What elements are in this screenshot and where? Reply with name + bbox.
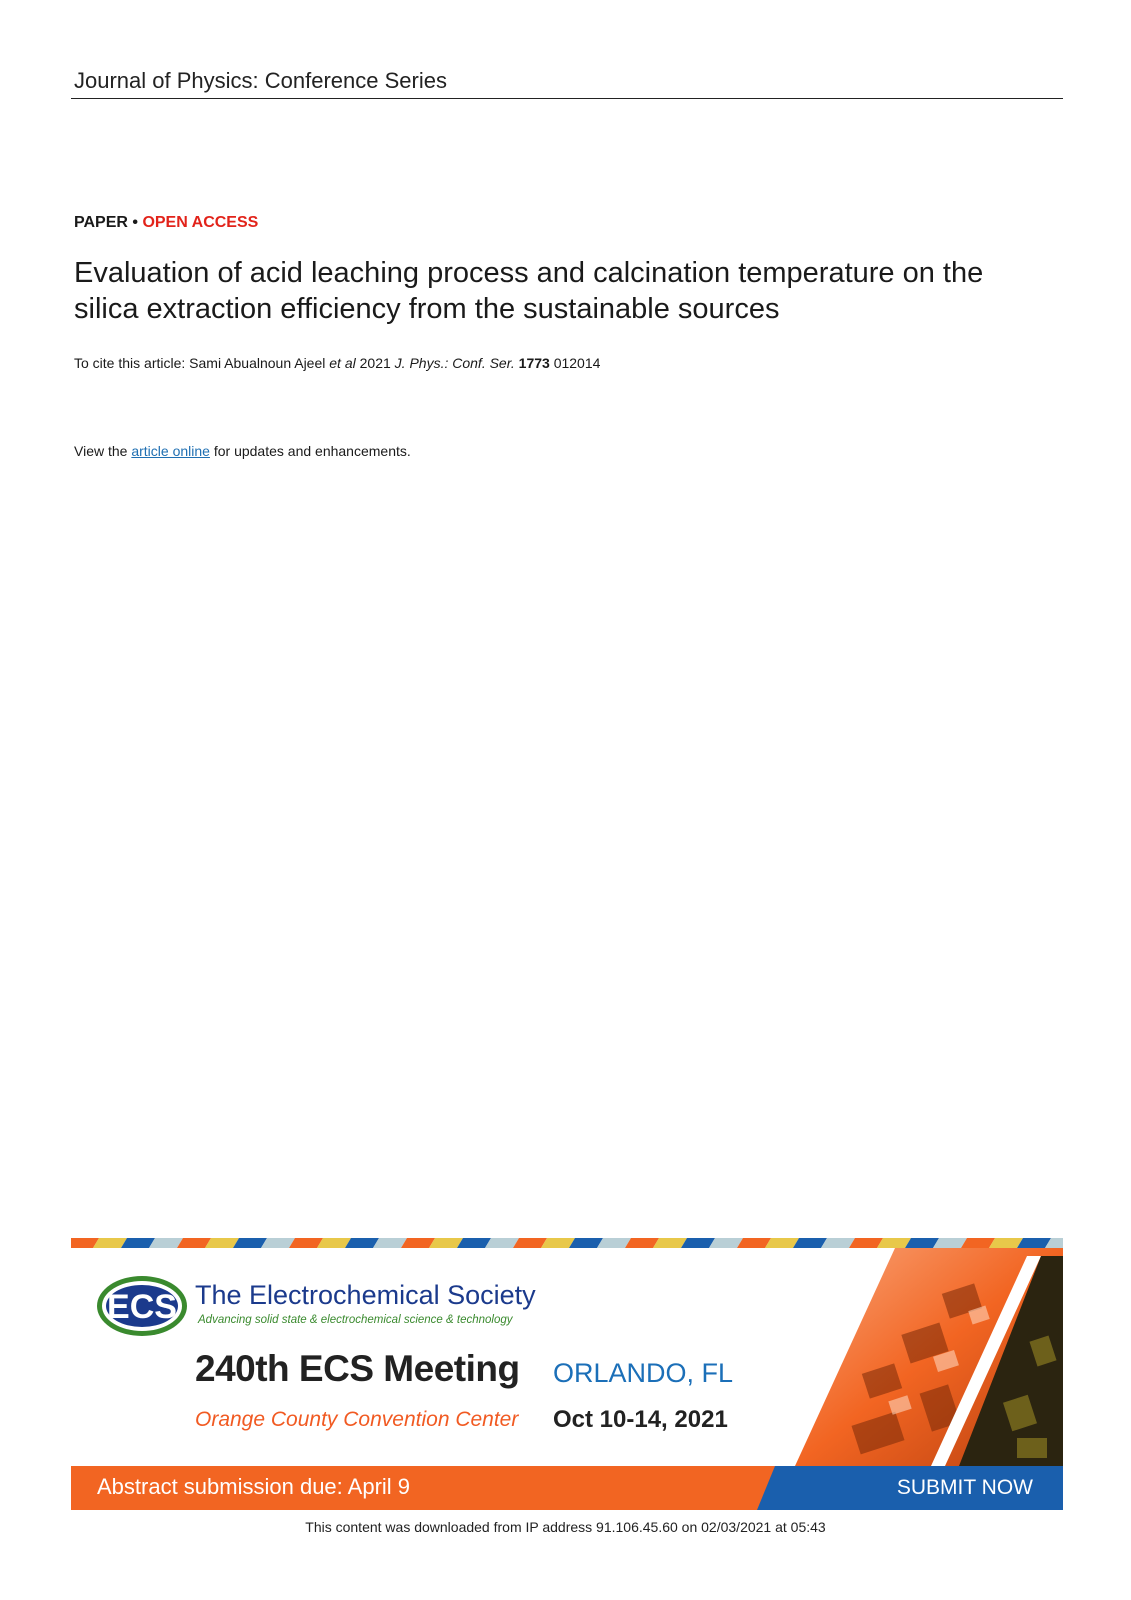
article-online-link[interactable]: article online	[131, 443, 210, 459]
abstract-deadline: Abstract submission due: April 9	[97, 1474, 411, 1499]
citation-volume: 1773	[518, 355, 550, 371]
article-title-line: silica extraction efficiency from the sustainable sources	[74, 293, 780, 325]
meeting-title: 240th ECS Meeting	[195, 1348, 520, 1389]
article-type-label: PAPER	[74, 214, 128, 231]
citation-journal: J. Phys.: Conf. Ser.	[394, 355, 515, 371]
society-tagline: Advancing solid state & electrochemical science & technology	[198, 1314, 513, 1326]
view-suffix: for updates and enhancements.	[209, 443, 411, 459]
decorative-stripe	[71, 1238, 1063, 1248]
citation-prefix: To cite this article: Sami Abualnoun Ajeel	[74, 355, 330, 371]
submit-now-button[interactable]: SUBMIT NOW	[896, 1476, 1033, 1499]
article-title	[74, 255, 1074, 327]
article-title-line: Evaluation of acid leaching process and calcination temperature on the	[74, 257, 984, 289]
citation-year: 2021	[355, 355, 395, 371]
ecs-advertisement-banner[interactable]	[71, 1238, 1063, 1510]
header-rule	[71, 98, 1063, 99]
meeting-dates: Oct 10-14, 2021	[553, 1406, 728, 1433]
article-type-line	[74, 214, 258, 232]
meeting-city: ORLANDO, FL	[553, 1358, 734, 1388]
open-access-label: OPEN ACCESS	[142, 214, 259, 231]
view-prefix: View the	[74, 443, 132, 459]
citation-line	[74, 355, 600, 371]
ecs-logo-text: ECS	[107, 1288, 177, 1326]
conference-photo-collage	[795, 1248, 1063, 1466]
citation-et-al: et al	[329, 355, 356, 371]
view-online-line	[74, 443, 411, 459]
download-note: This content was downloaded from IP address 91.106.45.60 on 02/03/2021 at 05:43	[305, 1519, 826, 1535]
ecs-logo-icon	[95, 1274, 189, 1338]
meeting-venue: Orange County Convention Center	[195, 1408, 519, 1431]
separator-dot: •	[127, 214, 143, 231]
citation-article-number: 012014	[549, 355, 601, 371]
journal-name: Journal of Physics: Conference Series	[74, 68, 447, 93]
society-name: The Electrochemical Society	[195, 1280, 536, 1310]
